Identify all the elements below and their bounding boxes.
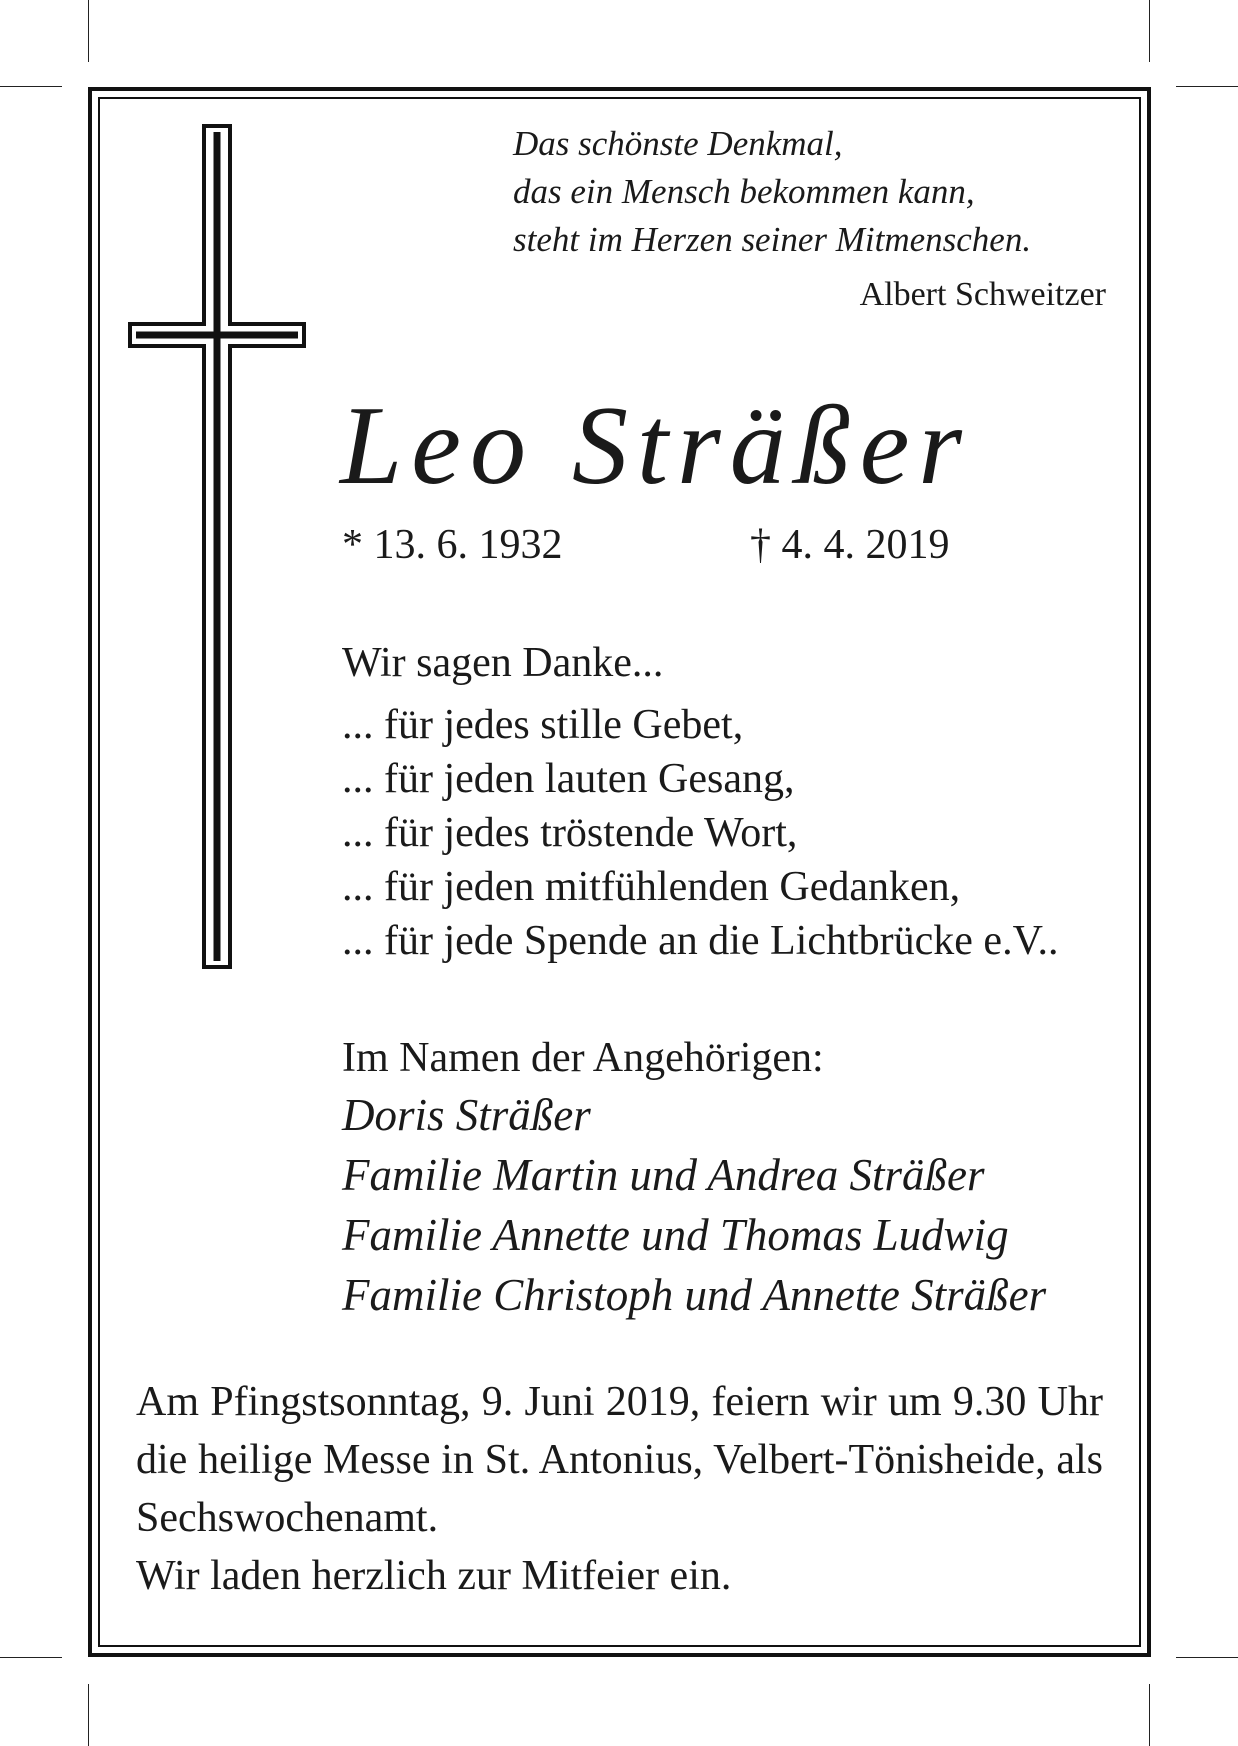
- relatives-intro: Im Namen der Angehörigen:: [342, 1035, 824, 1081]
- thanks-intro: Wir sagen Danke...: [342, 640, 664, 686]
- birth-date: * 13. 6. 1932: [342, 522, 563, 568]
- thanks-line: ... für jedes stille Gebet,: [342, 702, 744, 748]
- quote-line: steht im Herzen seiner Mitmenschen.: [513, 220, 1032, 259]
- relative-name: Familie Annette und Thomas Ludwig: [342, 1210, 1009, 1260]
- cross-icon: [128, 124, 308, 970]
- death-date: † 4. 4. 2019: [750, 522, 950, 568]
- relative-name: Familie Christoph und Annette Sträßer: [342, 1270, 1047, 1320]
- crop-mark: [1176, 86, 1238, 87]
- crop-mark: [0, 86, 62, 87]
- quote-line: das ein Mensch bekommen kann,: [513, 172, 975, 211]
- thanks-line: ... für jeden lauten Gesang,: [342, 756, 795, 802]
- quote: [513, 120, 1103, 264]
- crop-mark: [88, 0, 89, 62]
- crop-mark: [1149, 1684, 1150, 1746]
- invitation: Wir laden herzlich zur Mitfeier ein.: [136, 1553, 732, 1599]
- thanks-line: ... für jeden mitfühlenden Gedanken,: [342, 864, 961, 910]
- relative-name: Familie Martin und Andrea Sträßer: [342, 1150, 985, 1200]
- thanks-line: ... für jede Spende an die Lichtbrücke e.V..: [342, 918, 1059, 964]
- crop-mark: [88, 1684, 89, 1746]
- relative-name: Doris Sträßer: [342, 1090, 591, 1140]
- crop-mark: [1176, 1657, 1238, 1658]
- quote-author: Albert Schweitzer: [859, 276, 1106, 313]
- service-notice: Am Pfingstsonntag, 9. Juni 2019, feiern wir um 9.30 Uhr die heilige Messe in St. Antonius, Velbert-Tönisheide, als Sechswochenamt.: [136, 1379, 1103, 1541]
- quote-line: Das schönste Denkmal,: [513, 124, 843, 163]
- relatives-block: [342, 1031, 1046, 1325]
- crop-mark: [1149, 0, 1150, 62]
- thanks-block: [342, 636, 1058, 968]
- deceased-name: Leo Sträßer: [340, 384, 971, 508]
- crop-mark: [0, 1657, 62, 1658]
- thanks-line: ... für jedes tröstende Wort,: [342, 810, 798, 856]
